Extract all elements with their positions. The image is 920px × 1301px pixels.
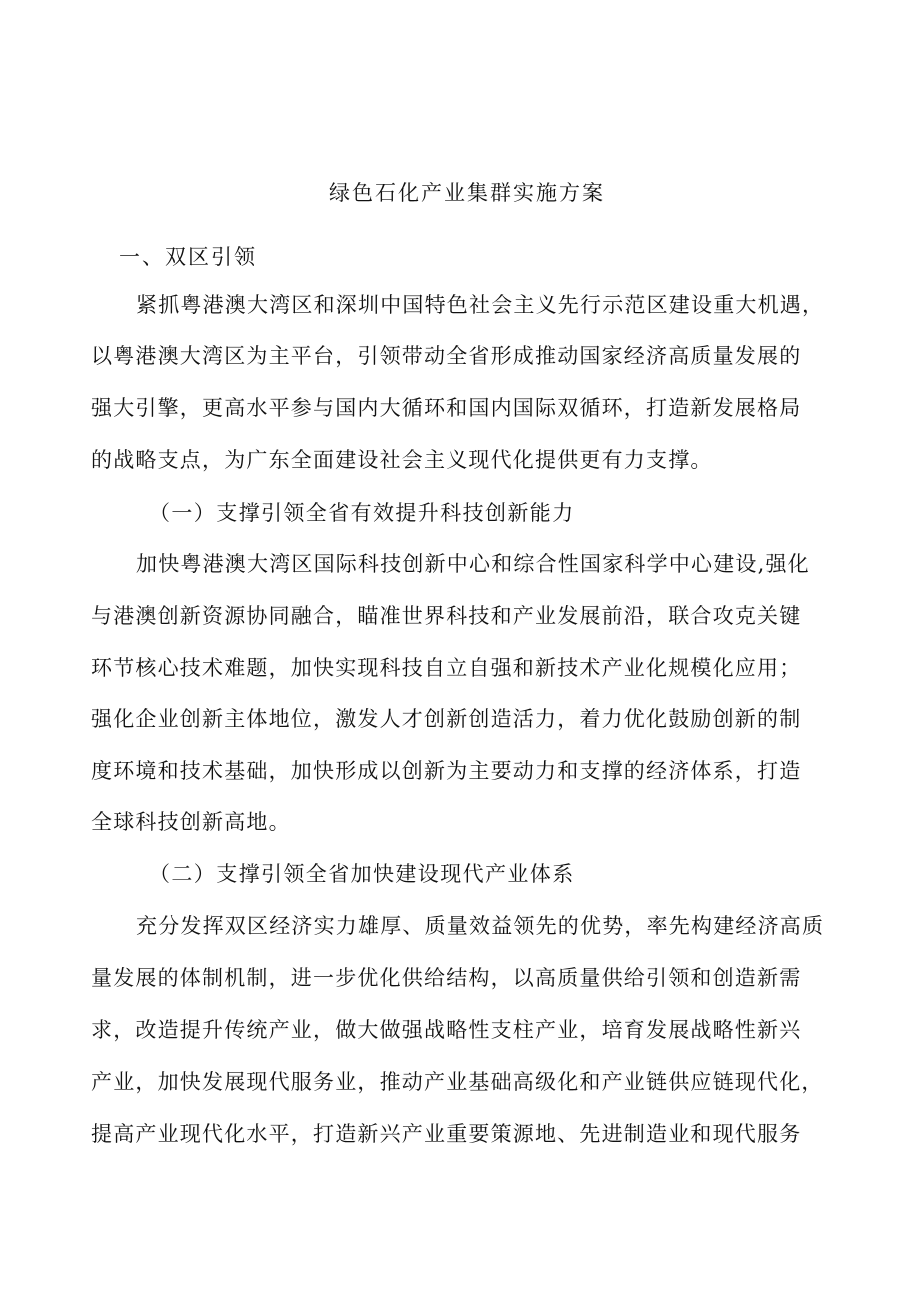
- paragraph-line: 度环境和技术基础，加快形成以创新为主要动力和支撑的经济体系，打造: [91, 759, 802, 783]
- paragraph-line: 强大引擎，更高水平参与国内大循环和国内国际双循环，打造新发展格局: [91, 396, 802, 420]
- subsection-heading: （一）支撑引领全省有效提升科技创新能力: [149, 501, 575, 525]
- subsection-heading: （二）支撑引领全省加快建设现代产业体系: [149, 862, 575, 886]
- paragraph-line: 以粤港澳大湾区为主平台，引领带动全省形成推动国家经济高质量发展的: [91, 344, 802, 368]
- paragraph-line: 的战略支点，为广东全面建设社会主义现代化提供更有力支撑。: [91, 448, 713, 472]
- paragraph-line: 充分发挥双区经济实力雄厚、质量效益领先的优势，率先构建经济高质: [136, 914, 825, 938]
- paragraph-line: 加快粤港澳大湾区国际科技创新中心和综合性国家科学中心建设,强化: [136, 552, 810, 576]
- paragraph-line: 产业，加快发展现代服务业，推动产业基础高级化和产业链供应链现代化，: [91, 1070, 824, 1094]
- paragraph-line: 环节核心技术难题，加快实现科技自立自强和新技术产业化规模化应用；: [91, 656, 802, 680]
- section-heading: 一、双区引领: [119, 245, 257, 269]
- paragraph-line: 量发展的体制机制，进一步优化供给结构，以高质量供给引领和创造新需: [91, 966, 802, 990]
- paragraph-line: 强化企业创新主体地位，激发人才创新创造活力，着力优化鼓励创新的制: [91, 707, 802, 731]
- paragraph-line: 提高产业现代化水平，打造新兴产业重要策源地、先进制造业和现代服务: [91, 1122, 802, 1146]
- document-title: 绿色石化产业集群实施方案: [329, 181, 605, 205]
- paragraph-line: 紧抓粤港澳大湾区和深圳中国特色社会主义先行示范区建设重大机遇，: [136, 293, 825, 317]
- paragraph-line: 与港澳创新资源协同融合，瞄准世界科技和产业发展前沿，联合攻克关键: [91, 604, 802, 628]
- paragraph-line: 求，改造提升传统产业，做大做强战略性支柱产业，培育发展战略性新兴: [91, 1018, 802, 1042]
- paragraph-line: 全球科技创新高地。: [91, 810, 291, 834]
